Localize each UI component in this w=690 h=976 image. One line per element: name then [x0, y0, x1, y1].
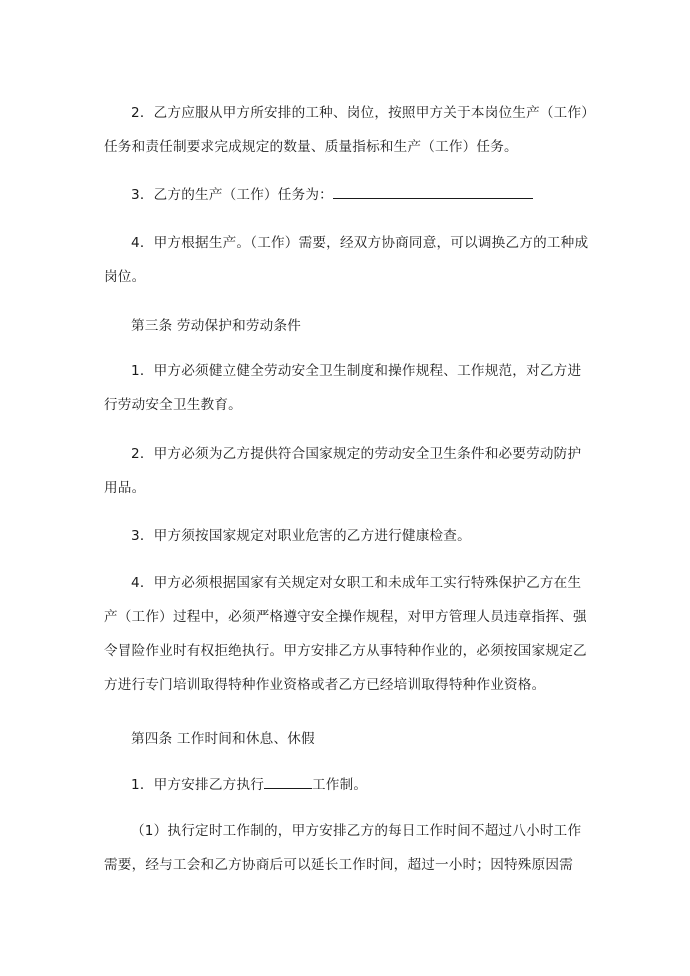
work-system-label: 1．甲方安排乙方执行	[131, 777, 264, 793]
paragraph-health-check: 3．甲方须按国家规定对职业危害的乙方进行健康检查。	[131, 528, 471, 544]
production-task-label: 3．乙方的生产（工作）任务为：	[131, 187, 333, 203]
paragraph-work-system	[104, 768, 590, 802]
article-3-heading: 第三条 劳动保护和劳动条件	[131, 318, 302, 334]
paragraph-task-assignment: 2．乙方应服从甲方所安排的工种、岗位，按照甲方关于本岗位生产（工作）任务和责任制要求完成规定的数量、质量指标和生产（工作）任务。	[104, 105, 589, 155]
paragraph-production-task	[104, 178, 590, 212]
work-system-blank	[264, 770, 312, 789]
work-system-suffix: 工作制。	[312, 777, 368, 793]
paragraph-special-protection: 4．甲方必须根据国家有关规定对女职工和未成年工实行特殊保护乙方在生产（工作）过程中，必须严格遵守安全操作规程，对甲方管理人员违章指挥、强令冒险作业时有权拒绝执行。甲方安排乙方从事特种作业的，必须按国家规定乙方进行专门培训取得特种作业资格或者乙方已经培训取得特种作业资格。	[104, 575, 587, 693]
paragraph-job-transfer: 4．甲方根据生产。（工作）需要，经双方协商同意，可以调换乙方的工种成岗位。	[104, 235, 589, 285]
paragraph-fixed-hours: （1）执行定时工作制的，甲方安排乙方的每日工作时间不超过八小时工作需要，经与工会和乙方协商后可以延长工作时间，超过一小时；因特殊原因需	[104, 823, 582, 873]
article-4-heading: 第四条 工作时间和休息、休假	[131, 731, 315, 747]
production-task-blank	[333, 180, 533, 199]
paragraph-safety-conditions: 2．甲方必须为乙方提供符合国家规定的劳动安全卫生条件和必要劳动防护用品。	[104, 446, 582, 496]
paragraph-safety-rules: 1．甲方必须健立健全劳动安全卫生制度和操作规程、工作规范，对乙方进行劳动安全卫生教育。	[104, 363, 582, 413]
